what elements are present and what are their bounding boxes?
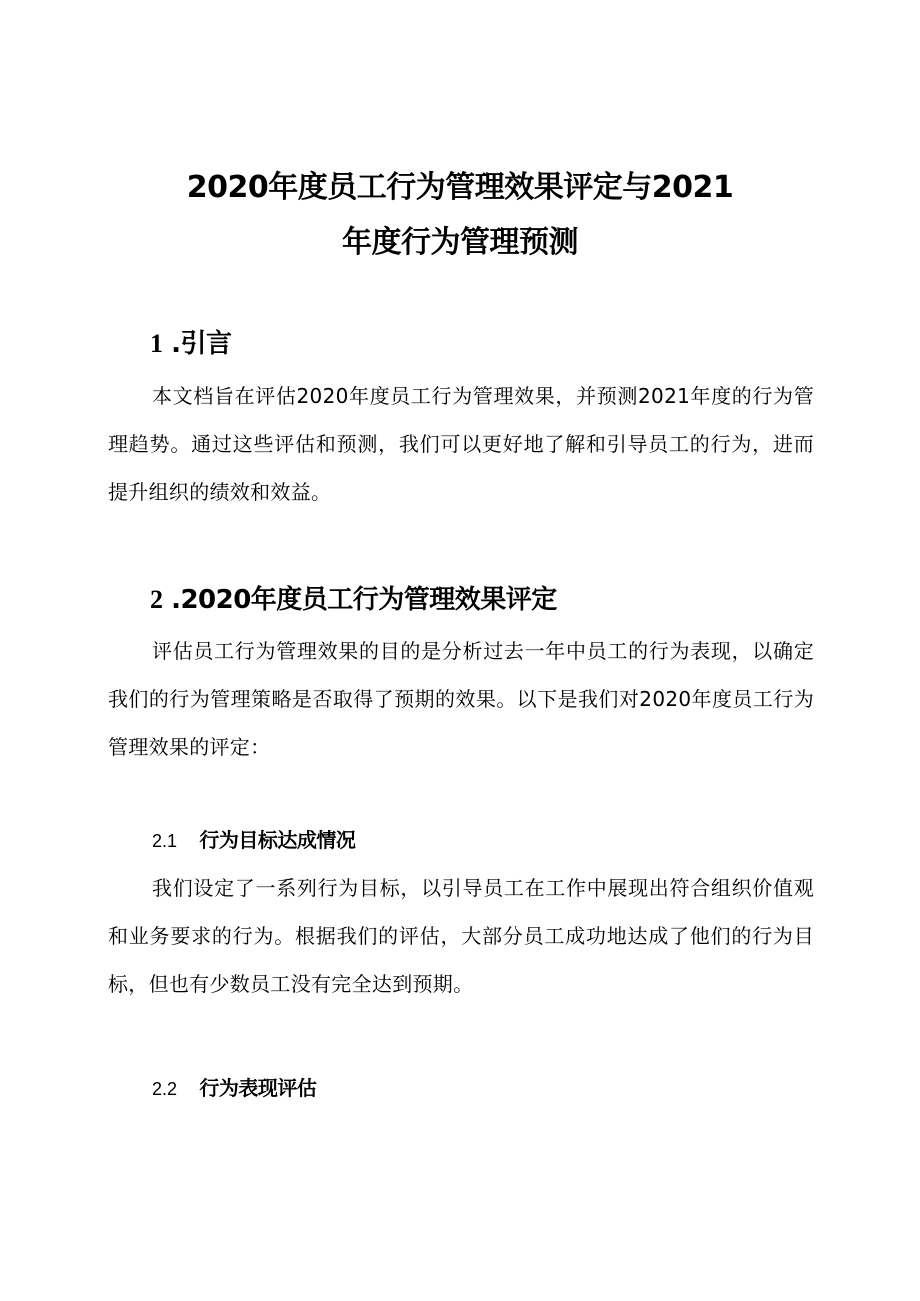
document-title-line-2: 年度行为管理预测 — [342, 225, 578, 260]
section-1-number: 1 — [150, 329, 163, 358]
section-2-title: .2020年度员工行为管理效果评定 — [171, 585, 557, 615]
subsection-2-1-number: 2.1 — [152, 831, 178, 851]
section-1-paragraph: 本文档旨在评估2020年度员工行为管理效果，并预测2021年度的行为管理趋势。通过这些评估和预测，我们可以更好地了解和引导员工的行为，进而提升组织的绩效和效益。 — [108, 384, 814, 504]
subsection-2-2-number: 2.2 — [152, 1079, 178, 1099]
subsection-2-2-title: 行为表现评估 — [199, 1076, 317, 1100]
subsection-2-2-heading — [152, 1074, 316, 1103]
document-title-line-1: 2020年度员工行为管理效果评定与2021 — [186, 170, 734, 205]
section-1-title: .引言 — [171, 329, 232, 359]
section-2-number: 2 — [150, 585, 163, 614]
section-2-heading — [150, 583, 557, 617]
subsection-2-1-title: 行为目标达成情况 — [199, 828, 356, 852]
section-1-heading — [150, 327, 231, 361]
section-2-paragraph: 评估员工行为管理效果的目的是分析过去一年中员工的行为表现，以确定我们的行为管理策略是否取得了预期的效果。以下是我们对2020年度员工行为管理效果的评定： — [108, 639, 814, 759]
subsection-2-1-paragraph: 我们设定了一系列行为目标，以引导员工在工作中展现出符合组织价值观和业务要求的行为。根据我们的评估，大部分员工成功地达成了他们的行为目标，但也有少数员工没有完全达到预期。 — [108, 876, 814, 996]
subsection-2-1-heading — [152, 826, 355, 855]
